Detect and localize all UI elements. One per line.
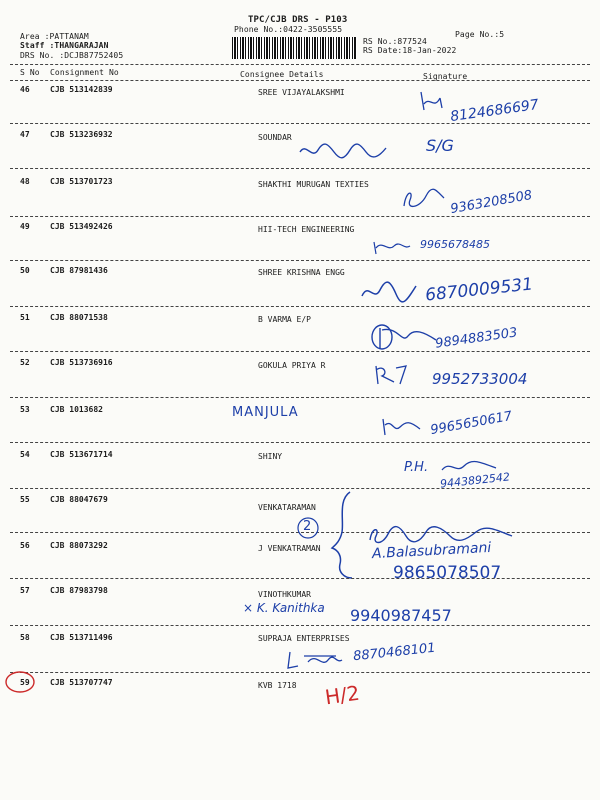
row-consignee: SHINY <box>258 452 283 461</box>
row-sno: 52 <box>20 358 30 367</box>
row-consignee: B VARMA E/P <box>258 315 311 324</box>
signature-scribble <box>380 415 424 439</box>
row-consignee: SREE VIJAYALAKSHMI <box>258 88 345 97</box>
row-sno: 57 <box>20 586 30 595</box>
drs-number: DRS No. :DCJB87752405 <box>20 51 124 60</box>
circled-number: 2 <box>303 519 312 534</box>
tamil-signature-scribble <box>298 140 388 162</box>
signature-scribble <box>368 322 438 352</box>
row-consignment: CJB 88073292 <box>50 541 108 550</box>
cross-mark: × <box>243 601 257 615</box>
signature-scribble <box>400 186 450 212</box>
row-consignee: GOKULA PRIYA R <box>258 361 326 370</box>
handwritten-receiver-name: A.Balasubramani <box>371 539 492 563</box>
row-divider <box>10 260 590 261</box>
col-header-signature: Signature <box>423 72 468 81</box>
signature-phone: 9940987457 <box>350 606 452 625</box>
row-divider <box>10 351 590 352</box>
row-sno: 49 <box>20 222 30 231</box>
handwritten-receiver-name <box>243 601 325 615</box>
signature-phone: 9965678485 <box>420 238 490 251</box>
row-consignment: CJB 513492426 <box>50 222 113 231</box>
row-divider <box>10 442 590 443</box>
row-sno: 53 <box>20 405 30 414</box>
document-title: TPC/CJB DRS - P103 <box>248 15 348 25</box>
row-consignment: CJB 513711496 <box>50 633 113 642</box>
row-consignee: SOUNDAR <box>258 133 292 142</box>
row-sno: 51 <box>20 313 30 322</box>
area-label: Area :PATTANAM <box>20 32 89 41</box>
staff-label: Staff : <box>20 41 55 50</box>
signature-phone: 9865078507 <box>393 563 502 583</box>
row-divider <box>10 168 590 169</box>
row-divider <box>10 578 590 579</box>
row-consignee: KVB 1718 <box>258 681 297 690</box>
row-consignee: SHAKTHI MURUGAN TEXTIES <box>258 180 369 189</box>
row-divider <box>10 397 590 398</box>
col-header-consignment: Consignment No <box>50 68 119 77</box>
row-consignment: CJB 88071538 <box>50 313 108 322</box>
signature-phone: 6870009531 <box>424 274 534 306</box>
row-divider <box>10 488 590 489</box>
row-sno: 50 <box>20 266 30 275</box>
row-divider <box>10 216 590 217</box>
row-sno: 55 <box>20 495 30 504</box>
row-sno: 46 <box>20 85 30 94</box>
signature-scribble <box>418 90 448 114</box>
col-header-consignee: Consignee Details <box>240 70 324 79</box>
signature-phone: 9443892542 <box>439 470 511 491</box>
row-consignment: CJB 513701723 <box>50 177 113 186</box>
row-sno: 58 <box>20 633 30 642</box>
row-divider <box>10 306 590 307</box>
signature-phone: 9894883503 <box>434 325 519 352</box>
signature-phone: 8124686697 <box>449 96 540 126</box>
handwritten-consignee-name: MANJULA <box>232 405 299 420</box>
header-divider-top <box>10 64 590 65</box>
row-consignment: CJB 1013682 <box>50 405 103 414</box>
row-divider <box>10 625 590 626</box>
receiver-name-text: K. Kanithka <box>256 601 325 615</box>
col-header-sno: S No <box>20 68 40 77</box>
signature-scribble <box>372 362 412 386</box>
row-consignee: SHREE KRISHNA ENGG <box>258 268 345 277</box>
header-divider-bottom <box>10 80 590 81</box>
row-consignment: CJB 513707747 <box>50 678 113 687</box>
row-sno: 59 <box>20 678 30 687</box>
row-consignment: CJB 513236932 <box>50 130 113 139</box>
signature-phone: 8870468101 <box>352 640 437 665</box>
signature-scribble <box>360 278 420 306</box>
signature-scribble <box>372 238 412 256</box>
staff-line <box>20 41 109 50</box>
row-consignment: CJB 87981436 <box>50 266 108 275</box>
red-handwritten-mark: H/2 <box>323 680 362 710</box>
page-number: Page No.:5 <box>455 30 505 39</box>
row-consignee: HII-TECH ENGINEERING <box>258 225 355 234</box>
phone-number: Phone No.:0422-3505555 <box>234 25 343 34</box>
row-consignee: SUPRAJA ENTERPRISES <box>258 634 350 643</box>
rs-date: RS Date:18-Jan-2022 <box>363 46 457 55</box>
row-sno: 47 <box>20 130 30 139</box>
row-sno: 56 <box>20 541 30 550</box>
row-consignee: J VENKATRAMAN <box>258 544 321 553</box>
row-consignment: CJB 513142839 <box>50 85 113 94</box>
signature-initials: S/G <box>426 136 454 155</box>
signature-phone: 9965650617 <box>429 408 514 439</box>
signature-phone: 9952733004 <box>432 370 528 388</box>
row-sno: 54 <box>20 450 30 459</box>
row-consignee: VENKATARAMAN <box>258 503 316 512</box>
signature-scribble <box>286 648 346 672</box>
signature-phone: 9363208508 <box>449 187 534 218</box>
row-sno: 48 <box>20 177 30 186</box>
row-consignment: CJB 513736916 <box>50 358 113 367</box>
row-divider <box>10 123 590 124</box>
row-consignment: CJB 88047679 <box>50 495 108 504</box>
row-consignee: VINOTHKUMAR <box>258 590 311 599</box>
row-divider <box>10 672 590 673</box>
barcode-image <box>232 37 357 59</box>
row-consignment: CJB 87983798 <box>50 586 108 595</box>
rs-number: RS No.:877524 <box>363 37 427 46</box>
staff-name: THANGARAJAN <box>54 41 109 50</box>
brace-icon <box>330 490 370 580</box>
handwritten-initials: P.H. <box>404 460 429 475</box>
row-consignment: CJB 513671714 <box>50 450 113 459</box>
